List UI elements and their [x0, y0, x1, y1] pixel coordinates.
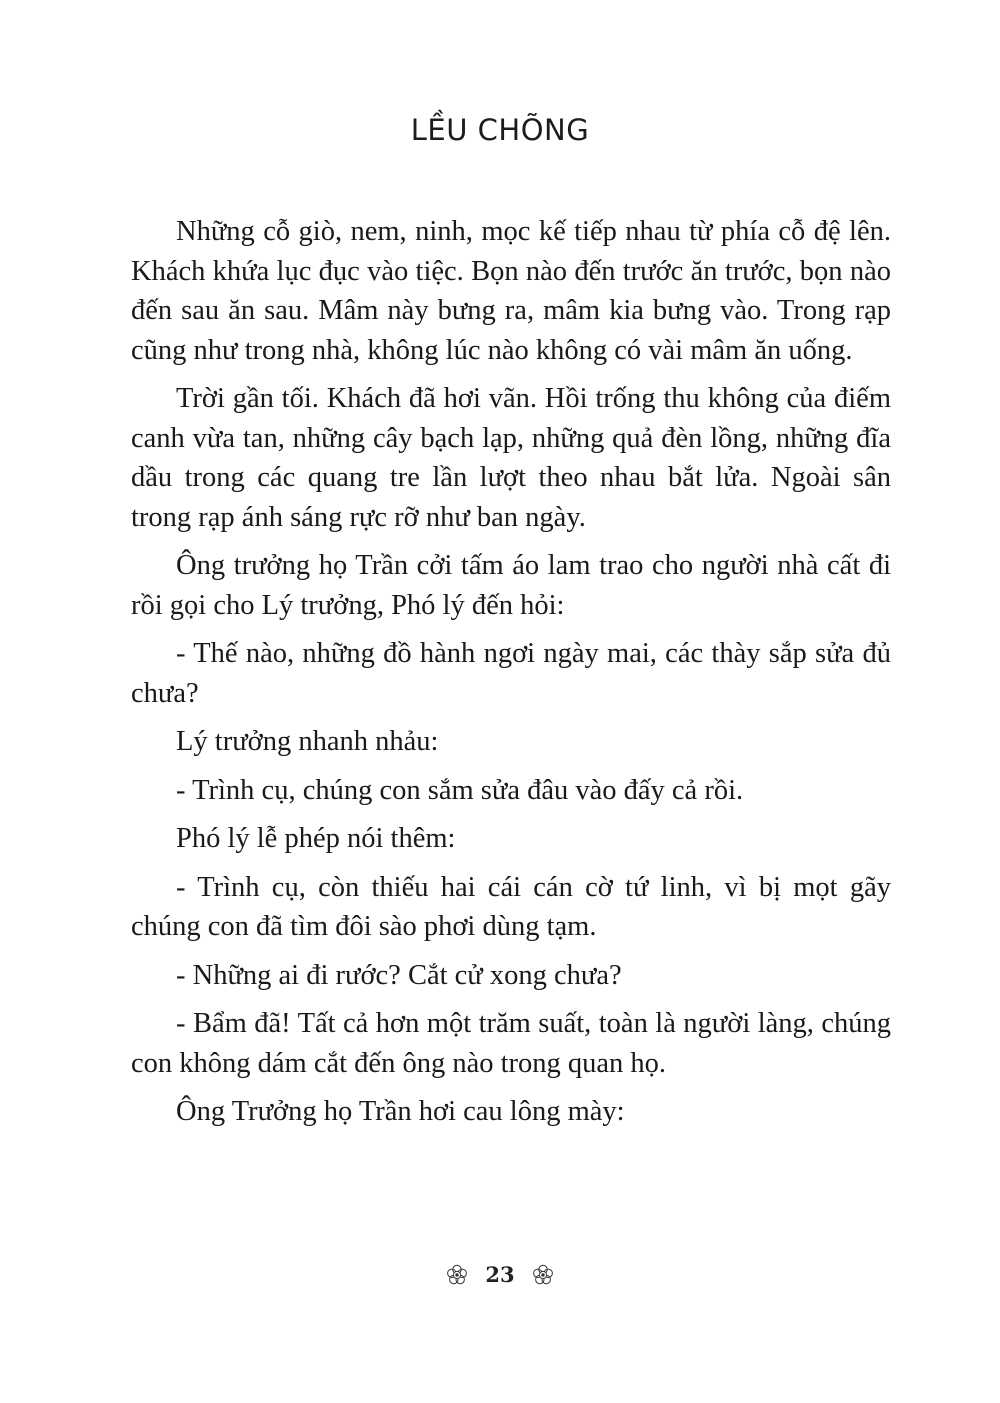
flower-ornament-icon	[531, 1263, 555, 1287]
paragraph: Lý trưởng nhanh nhảu:	[176, 726, 439, 757]
dialogue-line: - Những ai đi rước? Cắt cử xong chưa?	[176, 959, 622, 991]
dialogue-line: - Trình cụ, còn thiếu hai cái cán cờ tứ linh, vì bị mọt gãy chúng con đã tìm đôi sào phơi dùng tạm.	[131, 871, 891, 942]
flower-ornament-icon	[445, 1263, 469, 1287]
paragraph: Những cỗ giò, nem, ninh, mọc kế tiếp nhau từ phía cỗ đệ lên. Khách khứa lục đục vào tiệc. Bọn nào đến trước ăn trước, bọn nào đến sau ăn sau. Mâm này bưng ra, mâm kia bưng vào. Trong rạp cũng như trong nhà, không lúc nào không có vài mâm ăn uống.	[131, 216, 891, 366]
chapter-body	[131, 212, 891, 1141]
paragraph: Phó lý lễ phép nói thêm:	[176, 823, 456, 854]
page-number: 23	[485, 1262, 515, 1287]
paragraph: Trời gần tối. Khách đã hơi vãn. Hồi trống thu không của điếm canh vừa tan, những cây bạch lạp, những quả đèn lồng, những đĩa dầu trong các quang tre lần lượt theo nhau bắt lửa. Ngoài sân trong rạp ánh sáng rực rỡ như ban ngày.	[131, 383, 891, 533]
dialogue-line: - Bẩm đã! Tất cả hơn một trăm suất, toàn là người làng, chúng con không dám cắt đến ông nào trong quan họ.	[131, 1008, 891, 1079]
chapter-title: LỀU CHÕNG	[410, 113, 590, 147]
paragraph: Ông trưởng họ Trần cởi tấm áo lam trao cho người nhà cất đi rồi gọi cho Lý trưởng, Phó lý đến hỏi:	[131, 550, 891, 621]
paragraph: Ông Trưởng họ Trần hơi cau lông mày:	[176, 1096, 625, 1127]
dialogue-line: - Trình cụ, chúng con sắm sửa đâu vào đấy cả rồi.	[176, 774, 744, 806]
page-footer	[0, 1262, 1000, 1287]
dialogue-line: - Thế nào, những đồ hành ngơi ngày mai, các thày sắp sửa đủ chưa?	[131, 638, 891, 709]
